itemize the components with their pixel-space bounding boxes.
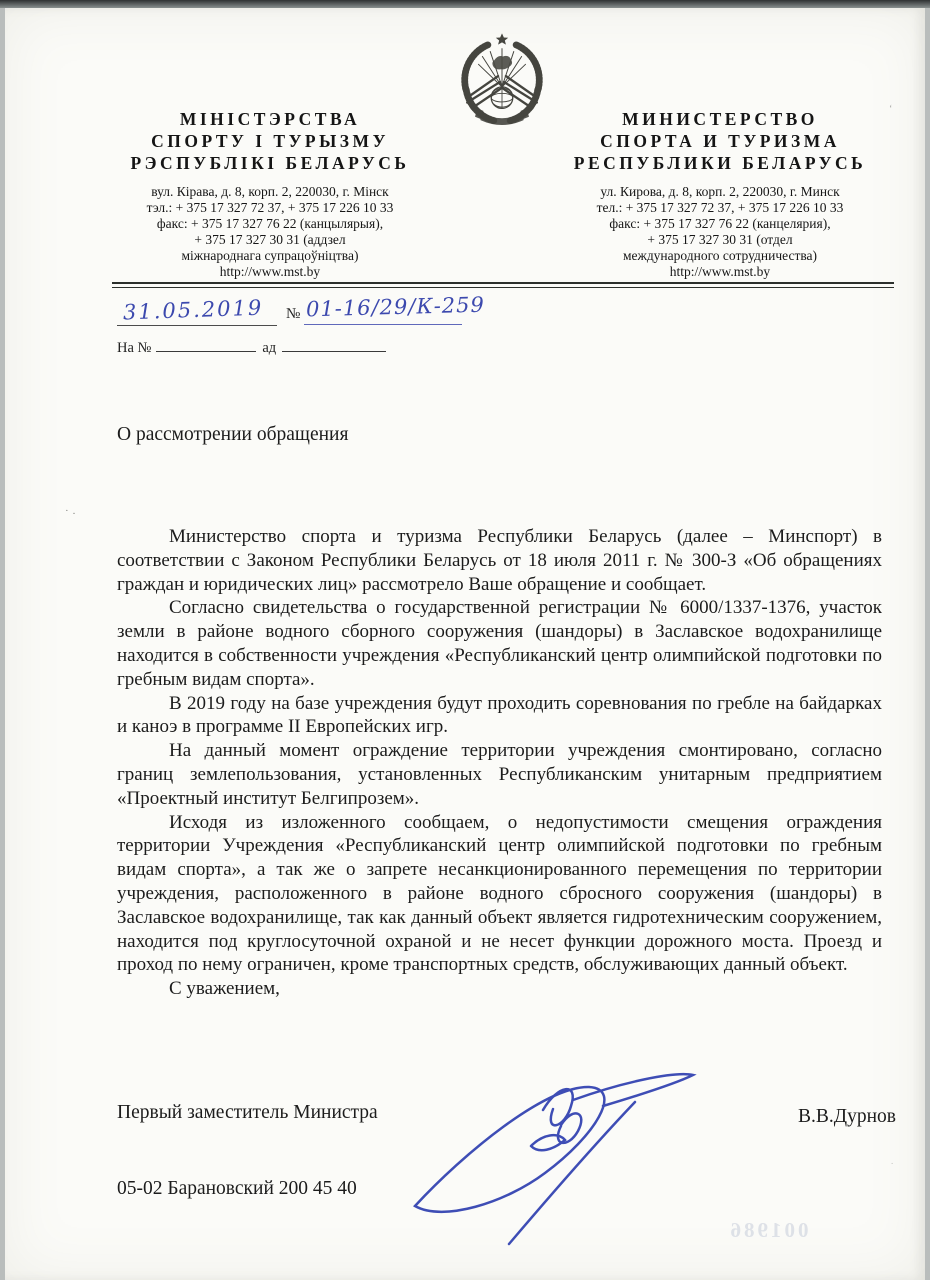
number-sign: №: [286, 306, 301, 322]
org-address-ru: [530, 184, 910, 280]
body-paragraph-1: Министерство спорта и туризма Республики Беларусь (далее – Минспорт) в соответствии с Законом Республики Беларусь от 18 июля 2011 г. № 300-З «Об обращениях граждан и юридических лиц» рассмотрело Ваше обращение и сообщает.: [117, 526, 882, 595]
org-title-by-line3: РЭСПУБЛІКІ БЕЛАРУСЬ: [130, 153, 410, 173]
handwritten-outgoing-number: 01-16/29/К-259: [305, 292, 486, 322]
org-title-ru-line1: МИНИСТЕРСТВО: [622, 109, 818, 129]
org-title-ru-line2: СПОРТА И ТУРИЗМА: [600, 131, 840, 151]
org-address-by-line2: тэл.: + 375 17 327 72 37, + 375 17 226 10 33: [146, 200, 394, 215]
org-title-ru: [530, 108, 910, 174]
executor-reference: 05-02 Барановский 200 45 40: [117, 1178, 357, 1199]
org-website-by: http://www.mst.by: [219, 264, 321, 279]
org-address-by-line3: факс: + 375 17 327 76 22 (канцылярыя),: [156, 216, 384, 231]
letterhead-belarusian: [80, 108, 460, 280]
scan-artifact-mark-2: .: [891, 1156, 894, 1166]
signer-name: В.В.Дурнов: [798, 1106, 896, 1127]
letterhead-russian: [530, 108, 910, 280]
org-address-by-line4: + 375 17 327 30 31 (аддзел: [194, 232, 346, 247]
date-underline: [117, 325, 277, 326]
org-address-by-line5: міжнароднага супрацоўніцтва): [181, 248, 359, 263]
scan-top-edge: [0, 0, 930, 8]
org-address-ru-line5: международного сотрудничества): [622, 248, 818, 263]
signer-position-title: Первый заместитель Министра: [117, 1102, 378, 1123]
letter-subject: О рассмотрении обращения: [117, 424, 349, 445]
closing-phrase: С уважением,: [169, 978, 280, 1000]
reply-label: На №: [117, 340, 152, 356]
body-paragraph-2: Согласно свидетельства о государственной регистрации № 6000/1337-1376, участок земли в районе водного сборного сооружения (шандоры) в Заславское водохранилище находится в собственности учреждения «Республиканский центр олимпийской подготовки по гребным видам спорта».: [117, 597, 882, 690]
body-paragraph-3: В 2019 году на базе учреждения будут проходить соревнования по гребле на байдарках и каноэ в программе II Европейских игр.: [117, 692, 882, 738]
bleed-through-stamp-number: 001986: [727, 1218, 809, 1242]
org-address-ru-line1: ул. Кирова, д. 8, корп. 2, 220030, г. Минск: [600, 184, 840, 199]
org-address-by-line1: вул. Кірава, д. 8, корп. 2, 220030, г. Мінск: [151, 184, 389, 199]
scan-artifact-mark: ʻ: [889, 104, 893, 115]
scan-artifact-dot: ·.: [65, 505, 80, 517]
reply-from-label: ад: [262, 340, 277, 356]
handwritten-date: 31.05.2019: [122, 295, 264, 325]
org-address-ru-line3: факс: + 375 17 327 76 22 (канцелярия),: [609, 216, 831, 231]
number-underline: [304, 324, 462, 325]
org-title-by: [80, 108, 460, 174]
letterhead-divider-rule: [112, 282, 894, 288]
body-paragraph-4: На данный момент ограждение территории учреждения смонтировано, согласно границ землепользования, установленных Республиканским унитарным предприятием «Проектный институт Белгипрозем».: [117, 740, 882, 809]
reply-reference-row: [117, 338, 386, 357]
org-website-ru: http://www.mst.by: [669, 264, 771, 279]
org-title-by-line1: МІНІСТЭРСТВА: [179, 109, 361, 129]
org-title-by-line2: СПОРТУ І ТУРЫЗМУ: [151, 131, 389, 151]
handwritten-signature-icon: [393, 1054, 718, 1264]
org-title-ru-line3: РЕСПУБЛИКИ БЕЛАРУСЬ: [573, 153, 867, 173]
org-address-ru-line4: + 375 17 327 30 31 (отдел: [647, 232, 793, 247]
org-address-by: [80, 184, 460, 280]
letter-body: [117, 525, 882, 1001]
letter-page: [5, 8, 925, 1280]
reply-date-blank: [282, 338, 386, 352]
body-paragraph-5: Исходя из изложенного сообщаем, о недопустимости смещения ограждения территории Учреждения «Республиканский центр олимпийской подготовки по гребным видам спорта», а так же о запрете несанкционированного перемещения по территории учреждения, расположенного в районе водного сбросного сооружения (шандоры) в Заславское водохранилище, так как данный объект является гидротехническим сооружением, находится под круглосуточной охраной и не несет функции дорожного моста. Проезд и проход по нему ограничен, кроме транспортных средств, обслуживающих данный объект.: [117, 811, 882, 976]
org-address-ru-line2: тел.: + 375 17 327 72 37, + 375 17 226 10 33: [596, 200, 844, 215]
reply-number-blank: [156, 338, 256, 352]
